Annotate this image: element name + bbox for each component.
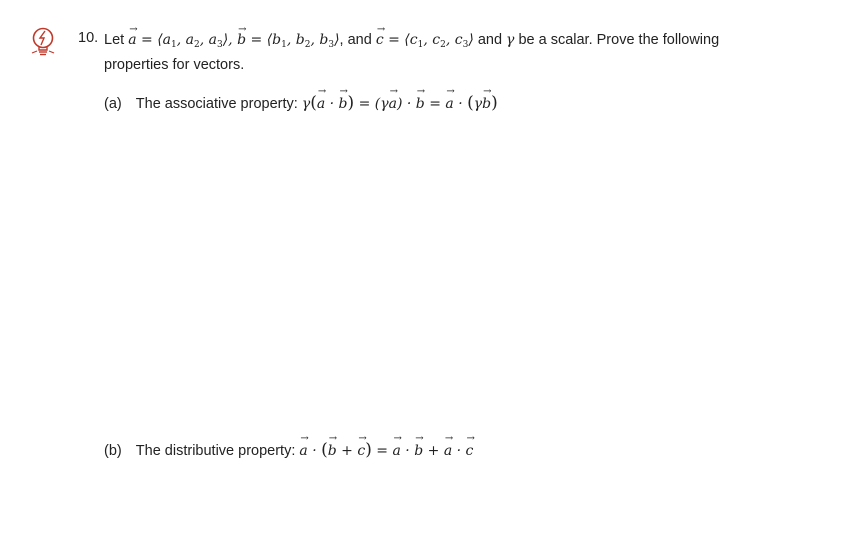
part-a bbox=[104, 93, 498, 113]
part-b-label: (b) bbox=[104, 443, 122, 459]
part-b-formula: → a · (→ b + → c) = → a · → b + → a · → c bbox=[299, 443, 473, 459]
question-line2: properties for vectors. bbox=[104, 57, 245, 73]
part-a-formula: γ(→ a · → b) = (γ→ a) · → b = → a · (γ→ b) bbox=[302, 96, 498, 112]
vector-a-definition: → $a = ⟨a_1$, $a_2$, $a_3⟩$, → $b = ⟨b_1$, $b_2$, $b_3⟩$ bbox=[128, 32, 339, 48]
question-text: Let → $a = ⟨a_1$, $a_2$, $a_3⟩$, → $b = ⟨b_1$, $b_2$, $b_3⟩$, and → $c = ⟨c_1$, $c_2$, $c_3⟩$ and γ be a scalar. Prove the following properties for vectors. bbox=[104, 30, 804, 75]
part-b-text: The distributive property: bbox=[135, 443, 296, 459]
part-a-text: The associative property: bbox=[135, 96, 298, 112]
question-number: 10. bbox=[78, 30, 99, 46]
part-b bbox=[104, 440, 473, 460]
vector-c-definition: → $c = ⟨c_1$, $c_2$, $c_3⟩$ bbox=[376, 32, 474, 48]
lightbulb-icon bbox=[30, 26, 56, 58]
part-a-label: (a) bbox=[104, 96, 122, 112]
